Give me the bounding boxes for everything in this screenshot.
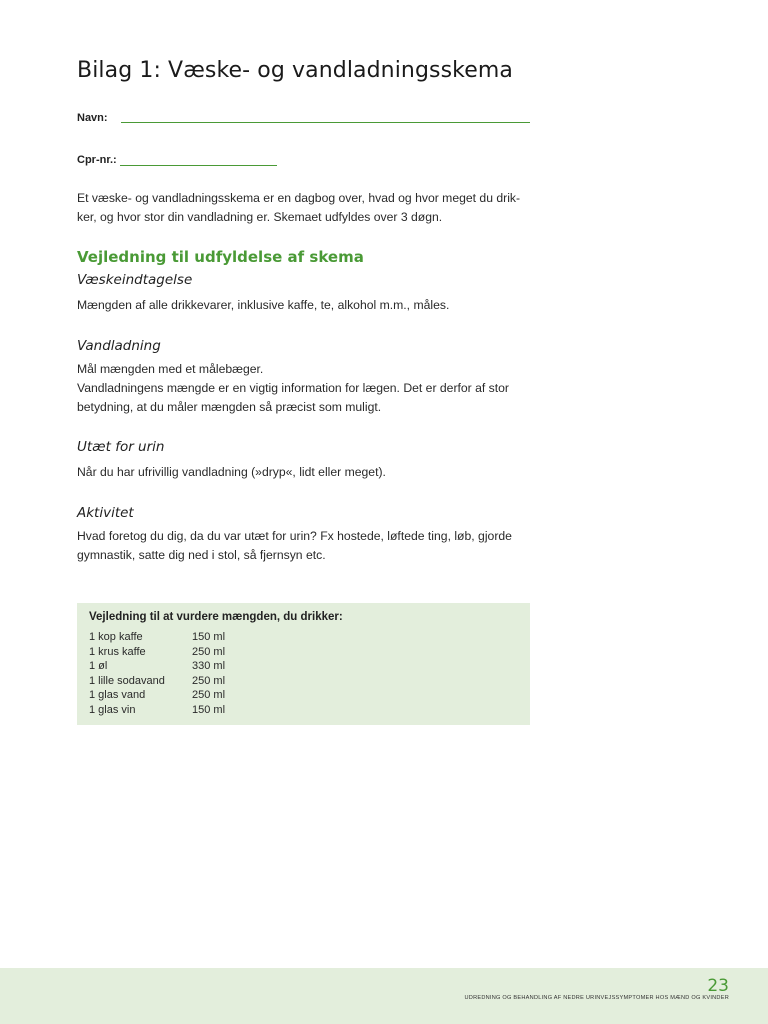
- list-item: [89, 659, 225, 674]
- intro-line: ker, og hvor stor din vandladning er. Skemaet udfyldes over 3 døgn.: [77, 210, 443, 224]
- list-item: [89, 688, 225, 703]
- drink-name: 1 øl: [89, 660, 108, 673]
- body-line: betydning, at du måler mængden så præcist som muligt.: [77, 400, 382, 414]
- body-line: Hvad foretog du dig, da du var utæt for urin? Fx hostede, løftede ting, løb, gjorde: [77, 529, 512, 543]
- cpr-field-line: [120, 165, 277, 166]
- body-line: gymnastik, satte dig ned i stol, så fjernsyn etc.: [77, 548, 326, 562]
- list-item: [89, 703, 225, 718]
- page-number: 23: [707, 976, 729, 996]
- list-item: [89, 645, 225, 660]
- intro-paragraph: [77, 189, 532, 227]
- drink-amount: 250 ml: [192, 689, 226, 702]
- section-heading-utaet-for-urin: Utæt for urin: [77, 439, 165, 455]
- drink-amount: 150 ml: [192, 703, 226, 716]
- guide-heading: Vejledning til udfyldelse af skema: [77, 248, 364, 266]
- drink-amount: 150 ml: [192, 631, 226, 643]
- drink-amount-guide-box: [77, 603, 530, 725]
- section-body-vandladning: [77, 360, 532, 417]
- body-line: Mængden af alle drikkevarer, inklusive kaffe, te, alkohol m.m., måles.: [77, 298, 450, 312]
- section-heading-vandladning: Vandladning: [77, 338, 161, 354]
- drink-amount: 250 ml: [192, 674, 226, 687]
- section-body-aktivitet: [77, 527, 532, 565]
- guide-box-list: [89, 630, 225, 718]
- intro-line: Et væske- og vandladningsskema er en dagbog over, hvad og hvor meget du drik-: [77, 191, 521, 205]
- body-line: Vandladningens mængde er en vigtig information for lægen. Det er derfor af stor: [77, 381, 509, 395]
- page-footer: [0, 968, 768, 1024]
- name-field-line: [121, 122, 530, 123]
- name-label: Navn:: [77, 112, 108, 124]
- list-item: [89, 674, 225, 689]
- drink-name: 1 glas vand: [89, 689, 146, 702]
- drink-name: 1 kop kaffe: [89, 631, 143, 643]
- list-item: [89, 630, 225, 645]
- footer-running-title: UDREDNING OG BEHANDLING AF NEDRE URINVEJSSYMPTOMER HOS MÆND OG KVINDER: [464, 995, 729, 1001]
- drink-name: 1 krus kaffe: [89, 645, 146, 658]
- body-line: Mål mængden med et målebæger.: [77, 362, 264, 376]
- section-heading-aktivitet: Aktivitet: [77, 505, 134, 521]
- drink-name: 1 glas vin: [89, 703, 136, 716]
- cpr-label: Cpr-nr.:: [77, 154, 117, 166]
- section-body-vaeskeindtagelse: [77, 296, 532, 315]
- page-title: Bilag 1: Væske- og vandladningsskema: [77, 58, 513, 83]
- guide-box-title: Vejledning til at vurdere mængden, du drikker:: [89, 611, 343, 623]
- section-body-utaet-for-urin: [77, 463, 532, 482]
- drink-amount: 330 ml: [192, 660, 226, 673]
- section-heading-vaeskeindtagelse: Væskeindtagelse: [77, 272, 193, 288]
- body-line: Når du har ufrivillig vandladning (»dryp«, lidt eller meget).: [77, 465, 386, 479]
- drink-amount: 250 ml: [192, 645, 226, 658]
- drink-name: 1 lille sodavand: [89, 674, 165, 687]
